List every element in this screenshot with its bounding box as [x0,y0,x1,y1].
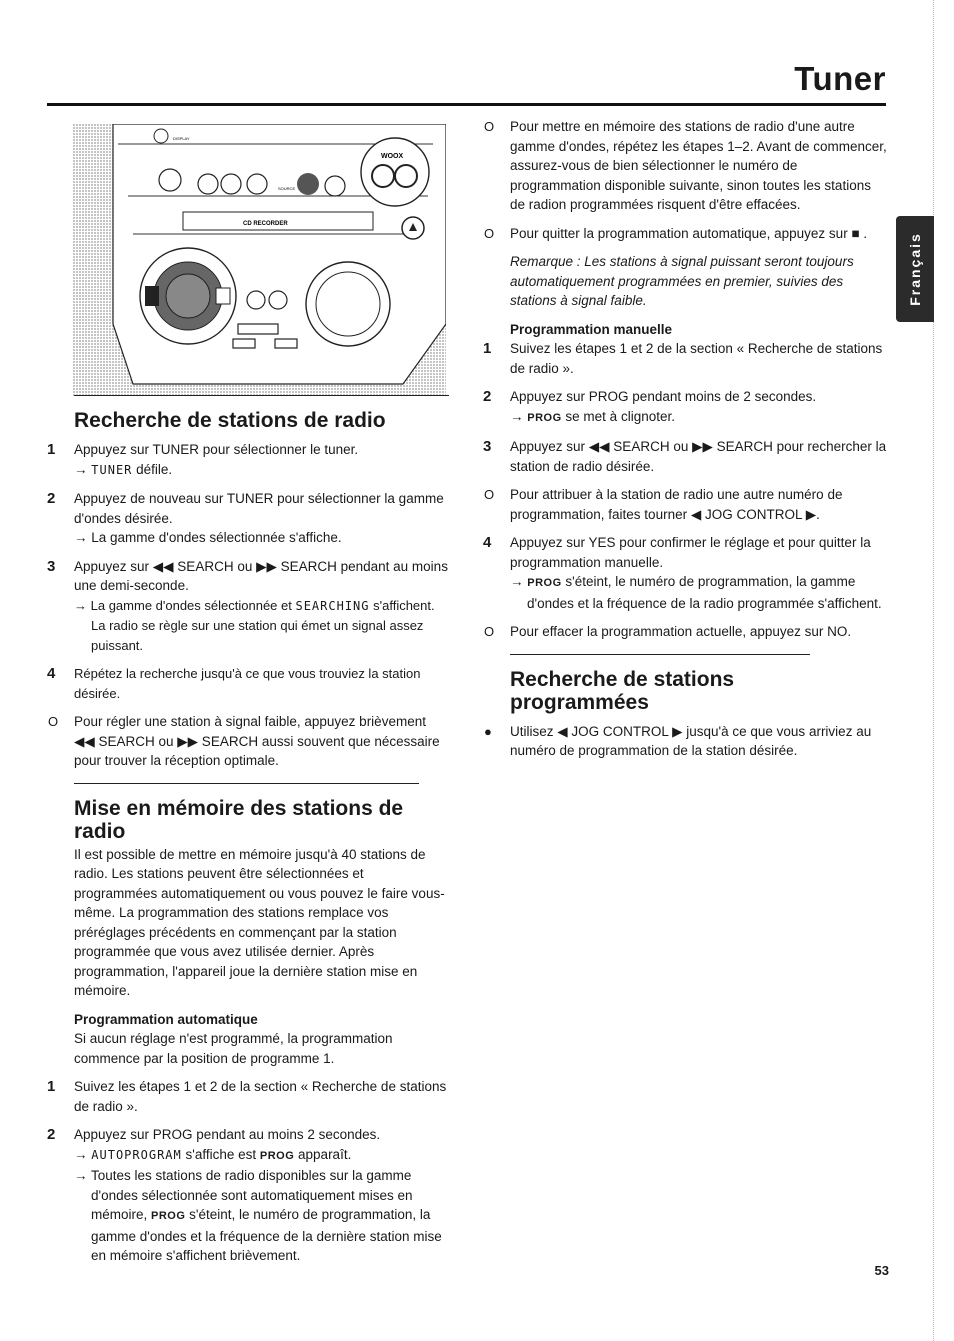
preset-bullet-item [483,722,887,761]
step-text: Appuyez sur TUNER pour sélectionner le tuner. [74,442,359,457]
manual-step-4 [483,533,887,613]
left-column [47,395,449,1266]
tip [483,224,887,244]
section-heading-memory: Mise en mémoire des stations de radio [74,783,419,843]
tip-text: Pour mettre en mémoire des stations de radio d'une autre gamme d'ondes, répétez les étapes 1–2. Avant de commencer, assurez-vous de bien sélectionner le numéro de programmation disponible suivante, sinon toutes les stations de radion programmées risquent d'être effacées. [510,119,887,212]
step-number: 1 [47,1078,56,1095]
step-text: Appuyez sur PROG pendant moins de 2 secondes. [510,389,817,404]
display-label: DISPLAY [173,136,190,141]
memory-intro: Il est possible de mettre en mémoire jusqu'à 40 stations de radio. Les stations peuvent être sélectionnées et programmées automatiquement ou vous pouvez le faire vous-même. La programmation des stations remplace vos préréglages précédents en commençant par la station programmée que vous avez utilisée dernier. Après programmation, l'appareil joue la dernière station mise en mémoire. [74,846,445,998]
step-result: → La gamme d'ondes sélectionnée et SEARCHING s'affichent. La radio se règle sur une station qui émet un signal assez puissant. [74,597,435,653]
manual-step-2 [483,387,887,428]
step-text: Pour effacer la programmation actuelle, appuyez sur NO. [510,624,852,639]
step-3 [47,557,449,656]
page-number: 53 [874,1263,889,1278]
tip-symbol: O [484,225,495,241]
step-text: Appuyez de nouveau sur TUNER pour sélectionner la gamme d'ondes désirée. [74,491,444,526]
subheading-manual: Programmation manuelle [510,321,673,337]
manual-tip [483,485,887,524]
source-label: SOURCE [278,186,296,191]
device-illustration [73,124,446,396]
bullet: ● [484,723,492,739]
step-number: 2 [47,490,56,507]
tip-symbol: O [484,119,495,134]
step-result: → PROG s'éteint, le numéro de programmation, la gamme d'ondes et la fréquence de la radio programmée s'affichent. [510,574,882,611]
step-text: Appuyez sur ◀◀ SEARCH ou ▶▶ SEARCH pour rechercher la station de radio désirée. [510,439,887,474]
tip-symbol: O [484,487,495,502]
step-result: → TUNER défile. [74,461,173,477]
subheading-auto: Programmation automatique [74,1011,258,1027]
step-text: Appuyez sur YES pour confirmer le réglage et pour quitter la programmation manuelle. [510,535,871,570]
step-1 [47,440,449,480]
manual-step-3 [483,437,887,476]
jog-control [140,248,236,344]
step-text: Pour attribuer à la station de radio une autre numéro de programmation, faites tourner ◀ JOG CONTROL ▶. [510,487,843,522]
note: Remarque : Les stations à signal puissant seront toujours automatiquement programmées en premier, suivies des stations à signal faible. [510,254,854,308]
section-heading-presets: Recherche de stations programmées [510,654,810,714]
lcd-text: SEARCHING [295,598,370,613]
step-text: Répétez la recherche jusqu'à ce que vous trouviez la station désirée. [74,666,421,701]
lcd-text: TUNER [91,462,133,477]
step-text: Appuyez sur ◀◀ SEARCH ou ▶▶ SEARCH pendant au moins une demi-seconde. [74,558,448,593]
auto-step-1 [47,1077,449,1116]
step-result: → PROG se met à clignoter. [510,408,675,424]
manual-tip [483,622,887,642]
step-number: 3 [47,557,56,575]
right-column [483,117,887,761]
step-result: → Toutes les stations de radio disponibles sur la gamme d'ondes sélectionnée sont automatiquement mises en mémoire, PROG s'éteint, le numéro de programmation, la gamme d'ondes et la fréquence de la dernière station mise en mémoire s'affichent brièvement. [74,1168,442,1263]
title-rule [47,103,886,106]
step-text: Suivez les étapes 1 et 2 de la section « Recherche de stations de radio ». [510,341,883,376]
step-result: → La gamme d'ondes sélectionnée s'affiche. [74,530,342,545]
tip-symbol: O [484,624,495,639]
step-number: 2 [483,388,492,405]
step-number: 2 [47,1126,56,1143]
tip [47,712,449,771]
tip-text: Pour quitter la programmation automatique, appuyez sur ■ . [510,225,868,241]
step-number: 4 [483,534,492,551]
woox-knob [361,138,429,206]
volume-knob [306,262,390,346]
step-4 [47,664,449,703]
cd-recorder-label: CD RECORDER [243,221,288,227]
step-2 [47,489,449,548]
auto-step-2 [47,1125,449,1266]
tip [483,117,887,215]
auto-intro: Si aucun réglage n'est programmé, la programmation commence par la position de programme 1. [74,1031,393,1066]
lcd-text: AUTOPROGRAM [91,1147,182,1162]
manual-step-1 [483,339,887,378]
tip-text: Pour régler une station à signal faible, appuyez brièvement ◀◀ SEARCH ou ▶▶ SEARCH aussi souvent que nécessaire pour trouver la réception optimale. [74,714,440,768]
language-label: Français [907,232,923,306]
step-text: Suivez les étapes 1 et 2 de la section « Recherche de stations de radio ». [74,1079,447,1114]
step-number: 3 [483,438,492,455]
section-heading-search: Recherche de stations de radio [74,395,449,432]
page-edge [932,0,934,1341]
step-text: Appuyez sur PROG pendant au moins 2 secondes. [74,1127,381,1142]
step-number: 4 [47,665,56,682]
tip-symbol: O [48,714,59,729]
step-result: → AUTOPROGRAM s'affiche est PROG apparaît. [74,1146,352,1162]
bullet-text: Utilisez ◀ JOG CONTROL ▶ jusqu'à ce que vous arriviez au numéro de programmation de la station désirée. [510,723,872,758]
language-tab [896,216,934,322]
step-number: 1 [483,340,492,357]
woox-label: WOOX [381,153,404,160]
step-number: 1 [47,441,56,458]
page-title: Tuner [794,60,886,97]
